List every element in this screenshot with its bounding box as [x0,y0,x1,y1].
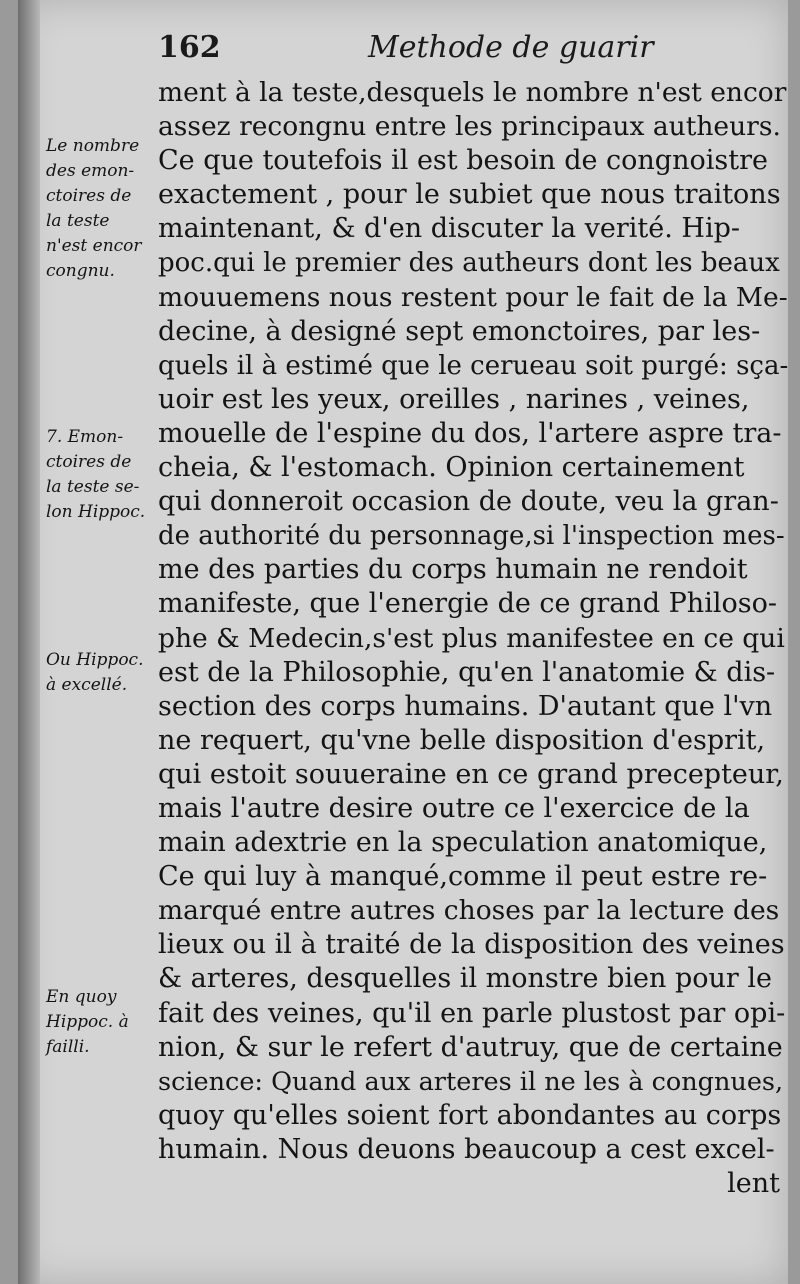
margin-note-line: ctoires de [46,452,132,472]
text-line: poc.qui le premier des autheurs dont les beaux [158,248,780,279]
margin-note-line: à excellé. [46,675,128,695]
margin-note-line: Hippoc. à [46,1012,129,1032]
text-line: nion, & sur le refert d'autruy, que de certaine [158,1031,783,1063]
margin-note-line: n'est encor [46,236,142,256]
text-line: qui donneroit occasion de doute, veu la gran- [158,486,779,518]
text-line: ne requert, qu'vne belle disposition d'esprit, [158,724,766,756]
text-line: mouelle de l'espine du dos, l'artere aspre tra- [158,417,782,449]
text-line: de authorité du personnage,si l'inspection mes- [158,521,785,552]
page-spine-shadow [18,0,40,1284]
text-line: Ce qui luy à manqué,comme il peut estre re- [158,861,768,893]
text-line: science: Quand aux arteres il ne les à congnues, [158,1066,784,1097]
text-line: qui estoit souueraine en ce grand precepteur, [158,758,784,790]
page-number: 162 [158,30,221,65]
text-line: manifeste, que l'energie de ce grand Philoso- [158,588,777,620]
margin-note-line: 7. Emon- [46,427,124,447]
text-line: mouuemens nous restent pour le fait de la Me- [158,281,788,313]
text-line: cheia, & l'estomach. Opinion certainement [158,452,745,484]
margin-note-line: Le nombre [46,136,140,156]
text-line: fait des veines, qu'il en parle plustost par opi- [158,997,786,1029]
text-line: section des corps humains. D'autant que l'vn [158,690,773,722]
text-line: main adextrie en la speculation anatomique, [158,827,768,859]
margin-note-line: Ou Hippoc. [46,650,144,670]
text-line: uoir est les yeux, oreilles , narines , veines, [158,383,750,415]
text-line: humain. Nous deuons beaucoup a cest excel- [158,1133,775,1165]
text-line: est de la Philosophie, qu'en l'anatomie & dis- [158,656,776,688]
margin-note-line: En quoy [46,987,117,1007]
margin-note-line: des emon- [46,161,135,181]
margin-note-line: la teste [46,211,110,231]
text-line: phe & Medecin,s'est plus manifestee en ce qui [158,622,785,654]
main-text-block [158,76,788,1201]
text-line: marqué entre autres choses par la lecture des [158,895,780,927]
margin-note [46,425,176,525]
margin-note-line: lon Hippoc. [46,502,146,522]
text-line: quoy qu'elles soient fort abondantes au corps [158,1099,782,1131]
margin-note [46,134,176,284]
catchword: lent [727,1168,780,1199]
text-line: maintenant, & d'en discuter la verité. Hip- [158,213,740,245]
text-line: & arteres, desquelles il monstre bien pour le [158,963,772,995]
margin-note [46,985,176,1060]
margin-note-line: ctoires de [46,186,132,206]
margin-note [46,648,176,698]
text-line: decine, à designé sept emonctoires, par les- [158,315,761,347]
text-line: Ce que toutefois il est besoin de congnoistre [158,145,768,177]
margin-note-line: failli. [46,1037,90,1057]
text-line: exactement , pour le subiet que nous traitons [158,179,781,211]
text-line: assez recongnu entre les principaux autheurs. [158,111,781,143]
text-line: ment à la teste,desquels le nombre n'est encor [158,77,787,108]
margin-note-line: congnu. [46,261,115,281]
text-line: me des parties du corps humain ne rendoit [158,554,748,586]
book-page [18,0,788,1284]
text-line: mais l'autre desire outre ce l'exercice de la [158,792,750,824]
page-header [158,30,778,70]
running-head: Methode de guarir [368,30,654,65]
text-line: quels il à estimé que le cerueau soit purgé: sça- [158,350,789,381]
text-line: lieux ou il à traité de la disposition des veines [158,929,785,961]
margin-note-line: la teste se- [46,477,140,497]
